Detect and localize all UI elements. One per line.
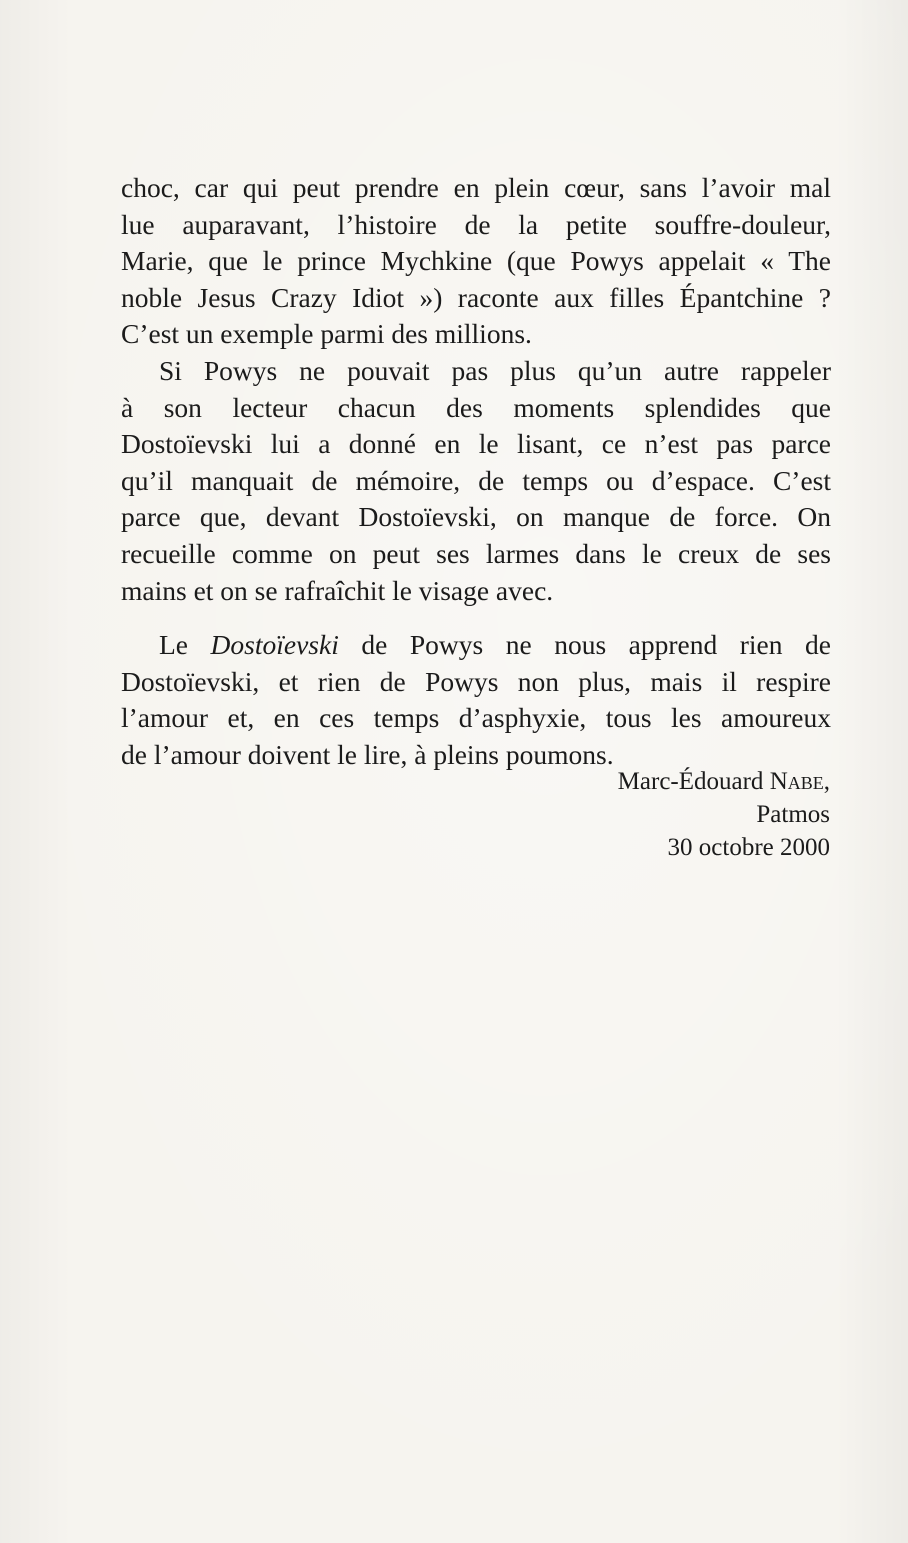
text-line: Dostoïevski lui a donné en le lisant, ce n’est pas parce xyxy=(121,428,831,460)
paragraph-gap xyxy=(121,609,831,627)
text-line: à son lecteur chacun des moments splendides que xyxy=(121,391,831,423)
author-first-name: Marc-Édouard xyxy=(617,768,770,795)
paragraph-2 xyxy=(121,353,831,609)
text-line: parce que, devant Dostoïevski, on manque de force. On xyxy=(121,501,831,533)
paragraph-3 xyxy=(121,627,831,773)
author-name xyxy=(618,765,830,798)
signature-date: 30 octobre 2000 xyxy=(667,834,830,861)
body-text xyxy=(121,170,831,774)
text-line: recueille comme on peut ses larmes dans le creux de ses xyxy=(121,537,831,569)
signature-place: Patmos xyxy=(756,801,830,828)
book-title: Dostoïevski xyxy=(210,629,339,661)
paragraph-1 xyxy=(121,170,831,353)
text-line: C’est un exemple parmi des millions. xyxy=(121,318,532,350)
text-line: l’amour et, en ces temps d’asphyxie, tous les amoureux xyxy=(121,702,831,734)
signature-block xyxy=(618,765,830,864)
text-line: Dostoïevski, et rien de Powys non plus, mais il respire xyxy=(121,665,831,697)
author-last-name: Nabe xyxy=(769,768,824,795)
text-fragment: de Powys ne nous apprend rien de xyxy=(338,629,831,661)
text-line: de l’amour doivent le lire, à pleins poumons. xyxy=(121,738,614,770)
text-fragment: Le xyxy=(159,629,211,661)
text-line: lue auparavant, l’histoire de la petite souffre-douleur, xyxy=(121,208,831,240)
author-punctuation: , xyxy=(823,768,830,795)
text-line: qu’il manquait de mémoire, de temps ou d’espace. C’est xyxy=(121,464,831,496)
text-line: noble Jesus Crazy Idiot ») raconte aux filles Épantchine ? xyxy=(121,281,831,313)
text-line: Marie, que le prince Mychkine (que Powys appelait « The xyxy=(121,245,831,277)
text-line: choc, car qui peut prendre en plein cœur, sans l’avoir mal xyxy=(121,172,831,203)
text-line: mains et on se rafraîchit le visage avec. xyxy=(121,574,554,606)
text-line: Si Powys ne pouvait pas plus qu’un autre rappeler xyxy=(159,354,831,386)
text-line xyxy=(121,627,831,664)
